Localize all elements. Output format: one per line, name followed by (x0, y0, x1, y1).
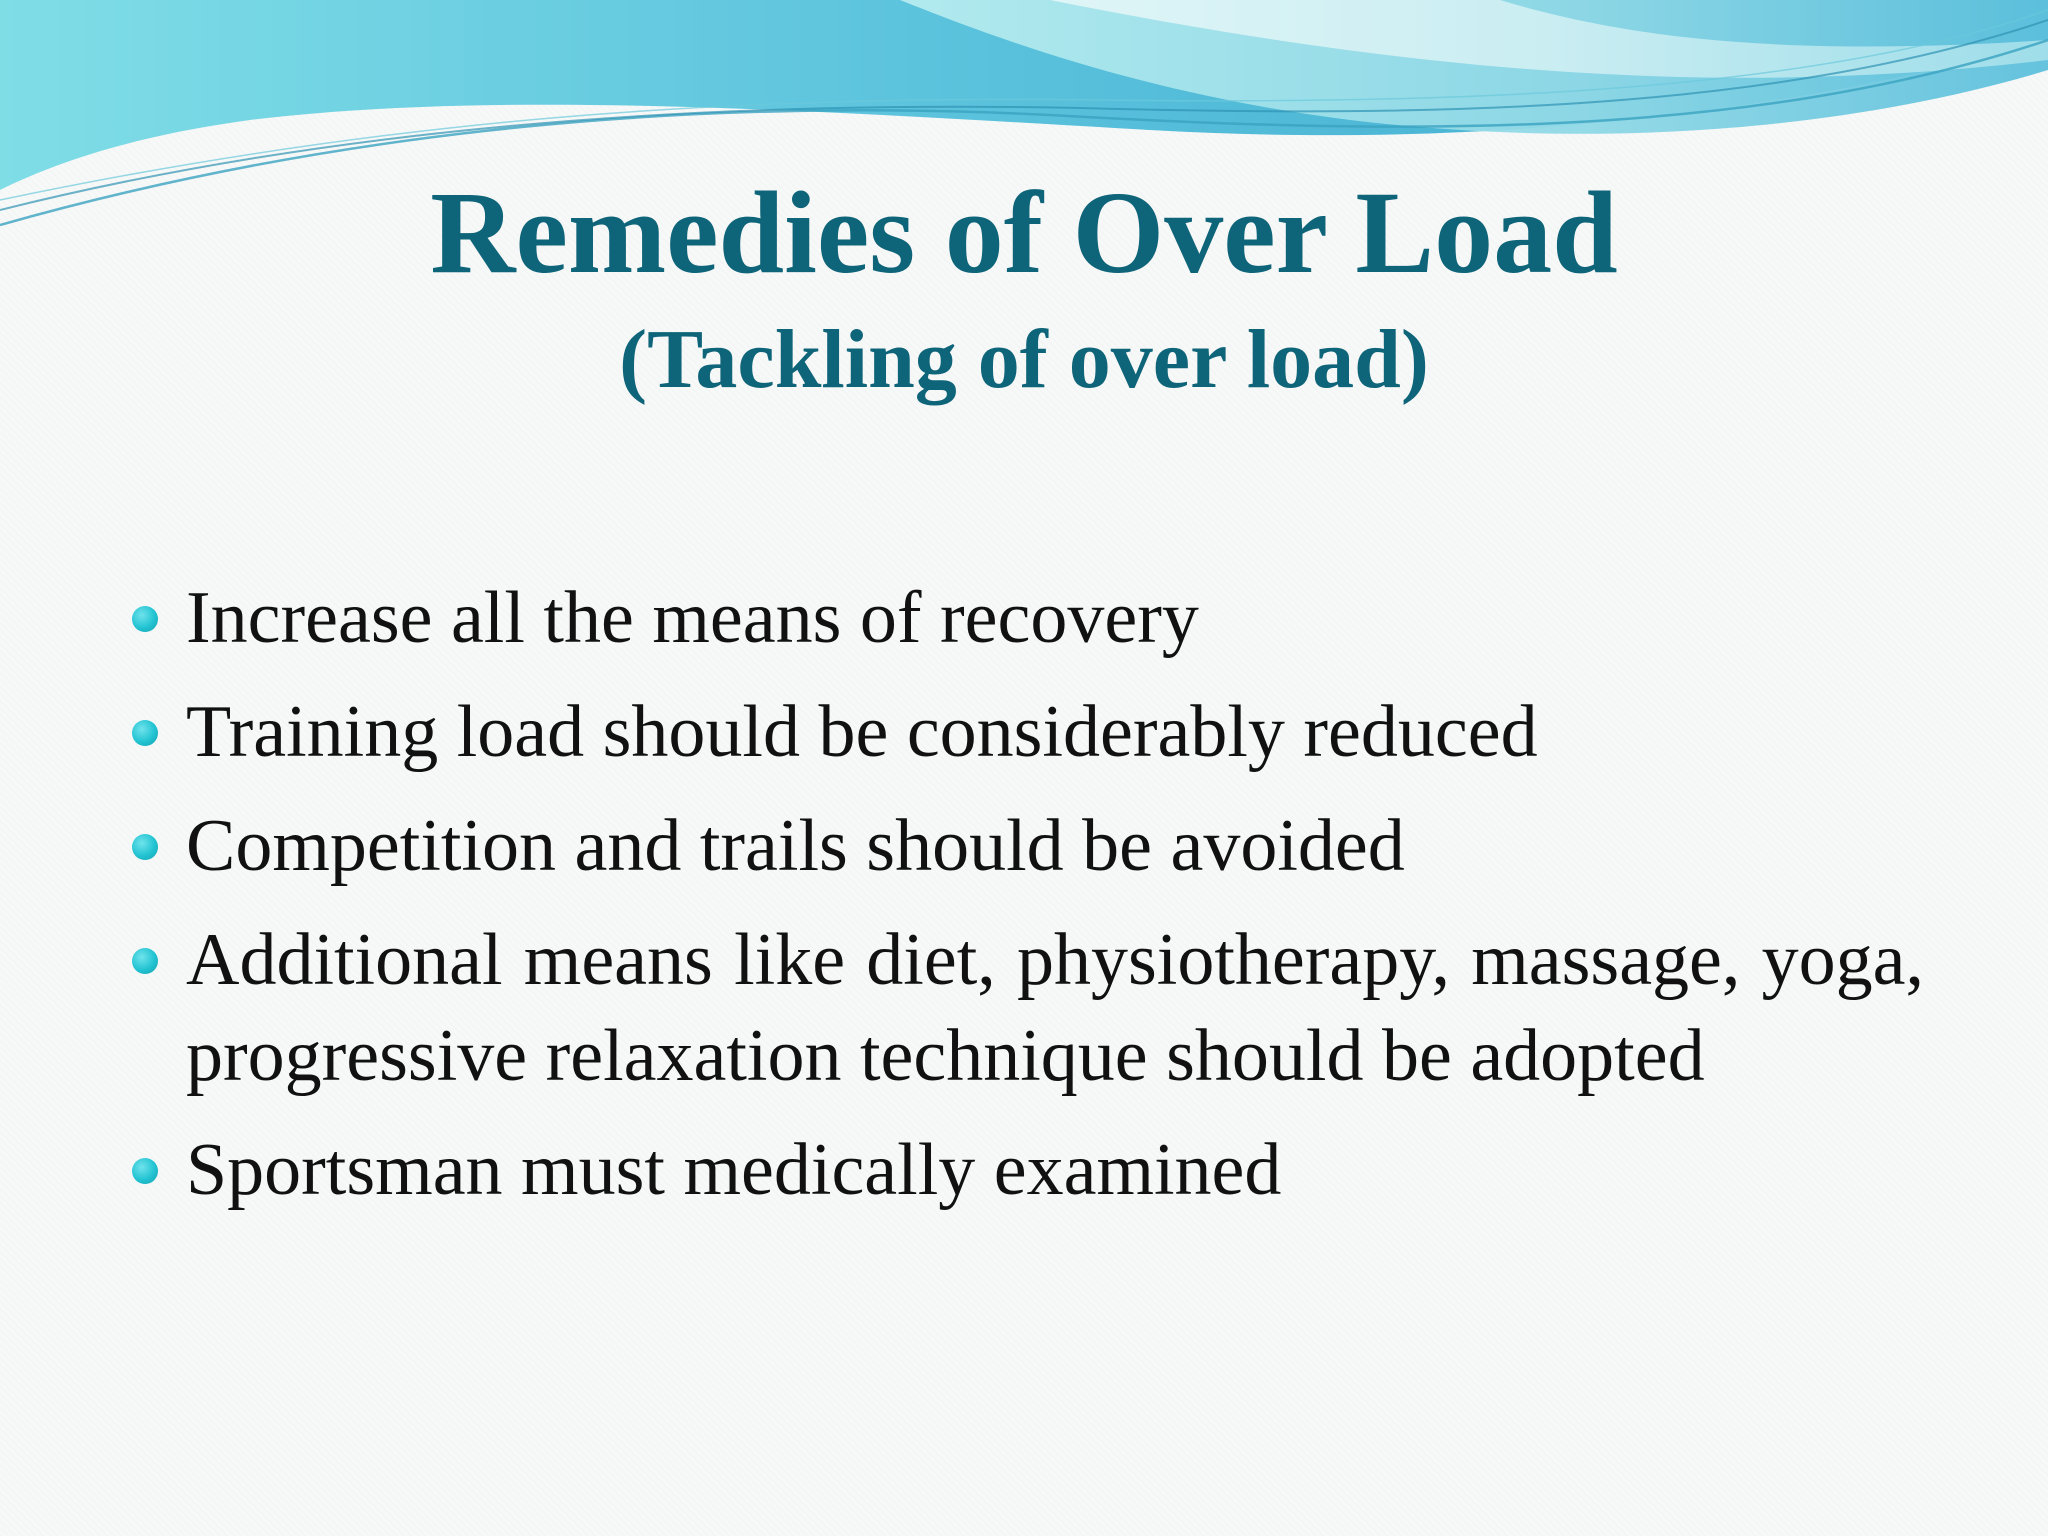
bullet-text: Competition and trails should be avoided (186, 805, 1405, 887)
bullet-text: Sportsman must medically examined (186, 1129, 1282, 1211)
bullet-item-additional-means (128, 912, 1924, 1104)
bullet-text: Additional means like diet, physiotherapy, massage, yoga, progressive relaxation technique should be adopted (186, 919, 1924, 1097)
bullet-list (128, 570, 1924, 1236)
bullet-dot-icon (132, 834, 158, 860)
slide-subtitle: (Tackling of over load) (619, 313, 1429, 406)
bullet-item-recovery (128, 570, 1924, 666)
bullet-item-medical-exam (128, 1122, 1924, 1218)
bullet-text: Training load should be considerably reduced (186, 691, 1538, 773)
bullet-item-competition (128, 798, 1924, 894)
bullet-dot-icon (132, 948, 158, 974)
bullet-dot-icon (132, 1158, 158, 1184)
bullet-dot-icon (132, 720, 158, 746)
bullet-dot-icon (132, 606, 158, 632)
slide-title: Remedies of Over Load (430, 167, 1618, 298)
bullet-item-training-load (128, 684, 1924, 780)
bullet-text: Increase all the means of recovery (186, 577, 1199, 659)
